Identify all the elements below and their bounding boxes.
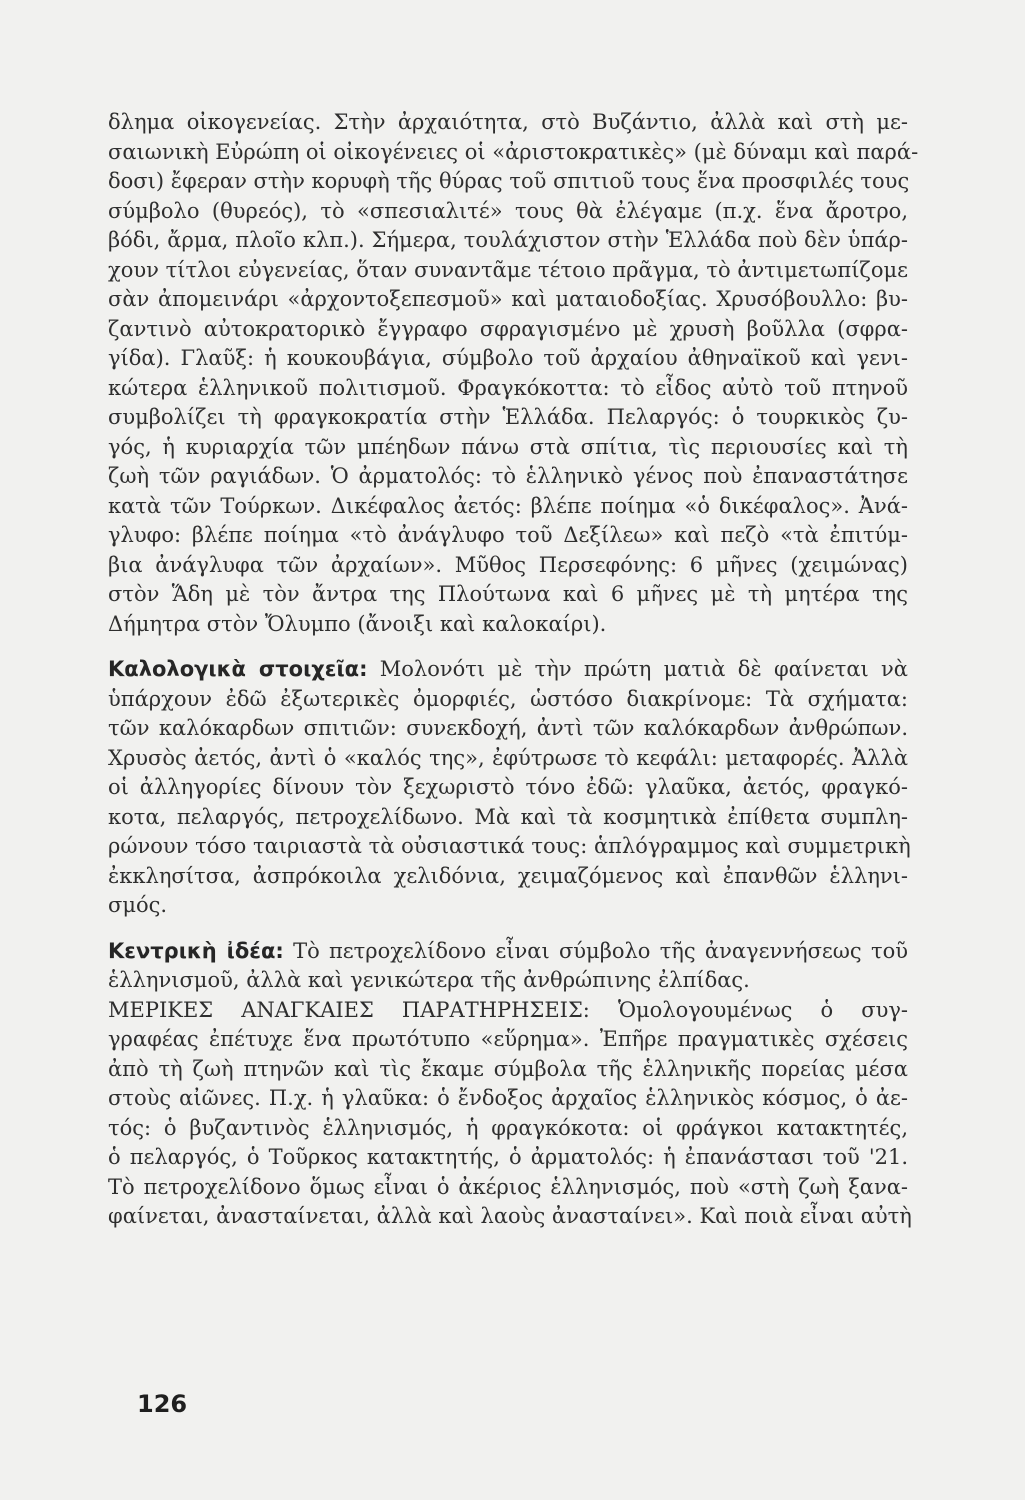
text-line: ὑπάρχουν ἐδῶ ἐξωτερικὲς ὀμορφιές, ὡστόσο διακρίνομε: Τὰ σχήματα:: [108, 686, 908, 711]
section-first-line-text: Μολονότι μὲ τὴν πρώτη ματιὰ δὲ φαίνεται νὰ: [379, 657, 908, 681]
page-body: [108, 108, 919, 1232]
text-line: στὸν Ἅδη μὲ τὸν ἄντρα της Πλούτωνα καὶ 6 μῆνες μὲ τὴ μητέρα της: [108, 582, 908, 606]
text-line: σμός.: [108, 893, 168, 917]
text-line: Τὸ πετροχελίδονο ὅμως εἶναι ὁ ἀκέριος ἑλληνισμός, ποὺ «στὴ ζωὴ ξανα-: [108, 1174, 908, 1199]
text-line: Δήμητρα στὸν Ὄλυμπο (ἄνοιξι καὶ καλοκαίρι).: [108, 611, 607, 636]
section-first-line-text: Τὸ πετροχελίδονο εἶναι σύμβολο τῆς ἀναγεννήσεως τοῦ: [293, 938, 908, 963]
text-line: ἑλληνισμοῦ, ἀλλὰ καὶ γενικώτερα τῆς ἀνθρώπινης ἐλπίδας.: [108, 968, 750, 992]
section-heading-kalologika: Καλολογικὰ στοιχεῖα:: [108, 657, 368, 681]
text-line: φαίνεται, ἀνασταίνεται, ἀλλὰ καὶ λαοὺς ἀνασταίνει». Καὶ ποιὰ εἶναι αὐτὴ: [108, 1204, 912, 1228]
text-line: γός, ἡ κυριαρχία τῶν μπέηδων πάνω στὰ σπίτια, τὶς περιουσίες καὶ τὴ: [108, 434, 908, 459]
text-line: βόδι, ἄρμα, πλοῖο κλπ.). Σήμερα, τουλάχιστον στὴν Ἑλλάδα ποὺ δὲν ὑπάρ-: [108, 228, 908, 252]
text-line: σύμβολο (θυρεός), τὸ «σπεσιαλιτέ» τους θὰ ἐλέγαμε (π.χ. ἕνα ἄροτρο,: [108, 198, 908, 223]
text-line: γραφέας ἐπέτυχε ἕνα πρωτότυπο «εὕρημα». Ἐπῆρε πραγματικὲς σχέσεις: [108, 1027, 908, 1051]
section-first-line: [108, 937, 908, 967]
section-first-line: [108, 655, 908, 685]
text-line: δλημα οἰκογενείας. Στὴν ἀρχαιότητα, στὸ Βυζάντιο, ἀλλὰ καὶ στὴ με-: [108, 110, 908, 134]
text-line: ἀπὸ τὴ ζωὴ πτηνῶν καὶ τὶς ἔκαμε σύμβολα τῆς ἑλληνικῆς πορείας μέσα: [108, 1056, 908, 1081]
paragraph-gap: [108, 921, 908, 937]
text-line: στοὺς αἰῶνες. Π.χ. ἡ γλαῦκα: ὁ ἔνδοξος ἀρχαῖος ἑλληνικὸς κόσμος, ὁ ἀε-: [108, 1086, 908, 1110]
text-line: σὰν ἀπομεινάρι «ἀρχοντοξεπεσμοῦ» καὶ ματαιοδοξίας. Χρυσόβουλλο: βυ-: [108, 287, 908, 311]
text-line: δοσι) ἔφεραν στὴν κορυφὴ τῆς θύρας τοῦ σπιτιοῦ τους ἕνα προσφιλές τους: [108, 169, 910, 193]
text-line: ζωὴ τῶν ραγιάδων. Ὁ ἀρματολός: τὸ ἑλληνικὸ γένος ποὺ ἐπαναστάτησε: [108, 464, 908, 488]
text-line: γίδα). Γλαῦξ: ἡ κουκουβάγια, σύμβολο τοῦ ἀρχαίου ἀθηναϊκοῦ καὶ γενι-: [108, 346, 908, 370]
text-line: βια ἀνάγλυφα τῶν ἀρχαίων». Μῦθος Περσεφόνης: 6 μῆνες (χειμώνας): [108, 552, 908, 577]
text-line: ΜΕΡΙΚΕΣ ΑΝΑΓΚΑΙΕΣ ΠΑΡΑΤΗΡΗΣΕΙΣ: Ὁμολογουμένως ὁ συγ-: [108, 997, 908, 1022]
paragraph-gap: [108, 639, 908, 655]
text-line: χουν τίτλοι εὐγενείας, ὅταν συναντᾶμε τέτοιο πρᾶγμα, τὸ ἀντιμετωπίζομε: [108, 257, 908, 282]
text-line: κατὰ τῶν Τούρκων. Δικέφαλος ἀετός: βλέπε ποίημα «ὁ δικέφαλος». Ἀνά-: [108, 493, 908, 518]
text-line: κώτερα ἑλληνικοῦ πολιτισμοῦ. Φραγκόκοττα: τὸ εἶδος αὐτὸ τοῦ πτηνοῦ: [108, 375, 908, 400]
section-heading-kentriki: Κεντρικὴ ἰδέα:: [108, 938, 284, 963]
text-line: ρώνουν τόσο ταιριαστὰ τὰ οὐσιαστικά τους: ἁπλόγραμμος καὶ συμμετρικὴ: [108, 834, 911, 858]
section-kentriki: [108, 937, 912, 1232]
text-line: κοτα, πελαργός, πετροχελίδωνο. Μὰ καὶ τὰ κοσμητικὰ ἐπίθετα συμπλη-: [108, 804, 908, 829]
text-line: συμβολίζει τὴ φραγκοκρατία στὴν Ἑλλάδα. Πελαργός: ὁ τουρκικὸς ζυ-: [108, 405, 908, 429]
text-line: τός: ὁ βυζαντινὸς ἑλληνισμός, ἡ φραγκόκοτα: οἱ φράγκοι κατακτητές,: [108, 1115, 908, 1140]
text-line: τῶν καλόκαρδων σπιτιῶν: συνεκδοχή, ἀντὶ τῶν καλόκαρδων ἀνθρώπων.: [108, 716, 908, 740]
page-number: 126: [137, 1390, 188, 1418]
section-kalologika: [108, 655, 911, 921]
text-line: σαιωνικὴ Εὐρώπη οἱ οἰκογένειες οἱ «ἀριστοκρατικὲς» (μὲ δύναμι καὶ παρά-: [108, 139, 919, 164]
text-line: ζαντινὸ αὐτοκρατορικὸ ἔγγραφο σφραγισμένο μὲ χρυσὴ βοῦλλα (σφρα-: [108, 316, 908, 341]
text-line: ἐκκλησίτσα, ἀσπρόκοιλα χελιδόνια, χειμαζόμενος καὶ ἐπανθῶν ἑλληνι-: [108, 863, 908, 888]
text-line: οἱ ἀλληγορίες δίνουν τὸν ξεχωριστὸ τόνο ἐδῶ: γλαῦκα, ἀετός, φραγκό-: [108, 775, 908, 799]
text-line: γλυφο: βλέπε ποίημα «τὸ ἀνάγλυφο τοῦ Δεξίλεω» καὶ πεζὸ «τὰ ἐπιτύμ-: [108, 523, 908, 547]
text-line: Χρυσὸς ἀετός, ἀντὶ ὁ «καλός της», ἐφύτρωσε τὸ κεφάλι: μεταφορές. Ἀλλὰ: [108, 745, 908, 770]
text-line: ὁ πελαργός, ὁ Τοῦρκος κατακτητής, ὁ ἀρματολός: ἡ ἐπανάστασι τοῦ '21.: [108, 1145, 908, 1169]
